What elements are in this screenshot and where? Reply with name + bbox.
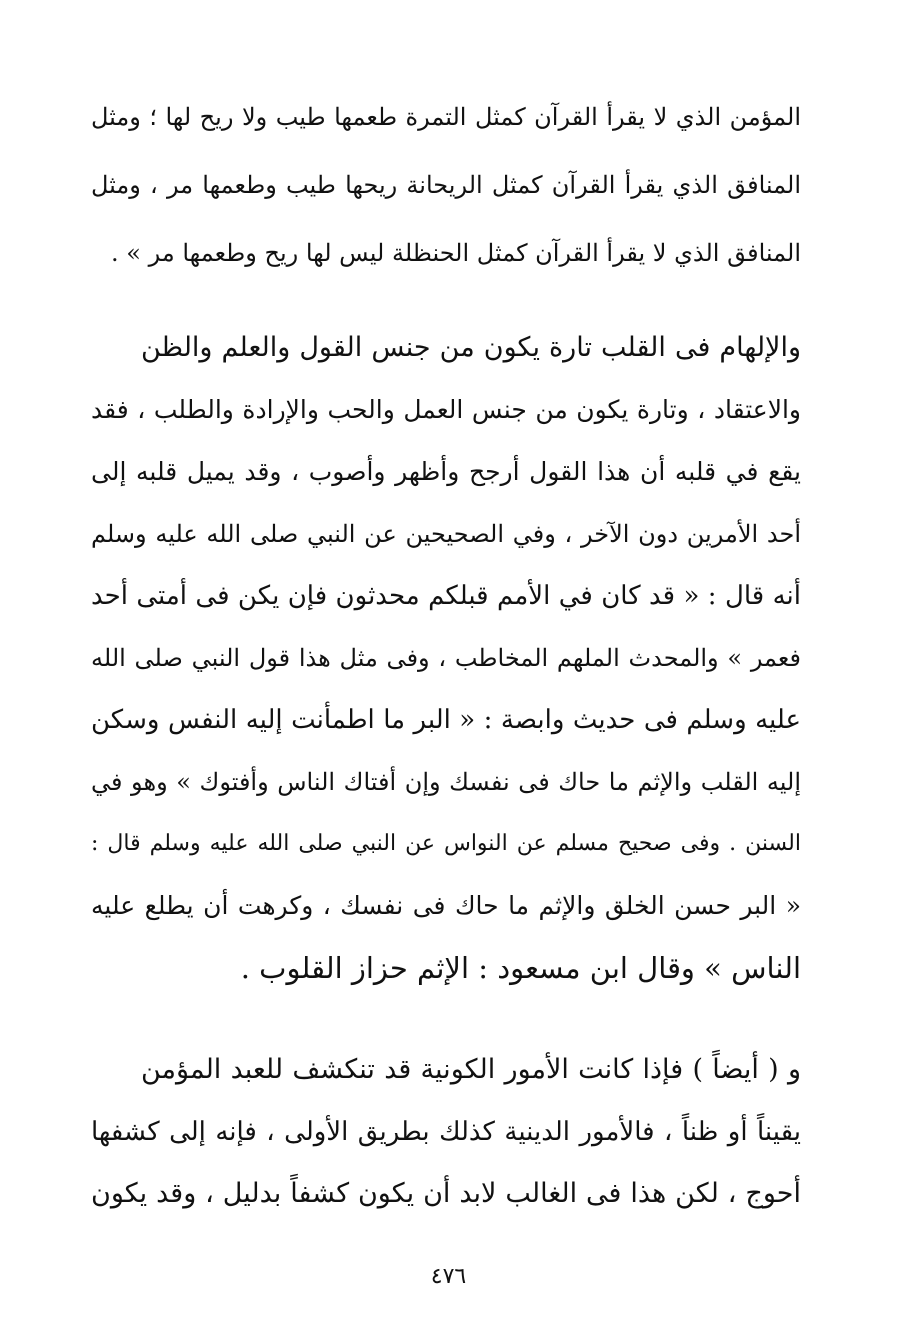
text-line: إليه القلب والإثم ما حاك فى نفسك وإن أفتاك الناس وأفتوك » وهو في <box>91 768 801 796</box>
text-line: المؤمن الذي لا يقرأ القرآن كمثل التمرة طعمها طيب ولا ريح لها ؛ ومثل <box>91 103 801 131</box>
text-line: أحد الأمرين دون الآخر ، وفي الصحيحين عن النبي صلى الله عليه وسلم <box>91 520 801 548</box>
text-line: عليه وسلم فى حديث وابصة : « البر ما اطمأنت إليه النفس وسكن <box>91 705 801 735</box>
text-line: السنن . وفى صحيح مسلم عن النواس عن النبي صلى الله عليه وسلم قال : <box>91 831 801 856</box>
paragraph-first-line: والإلهام فى القلب تارة يكون من جنس القول والعلم والظن <box>141 332 801 363</box>
paragraph-first-line: و ( أيضاً ) فإذا كانت الأمور الكونية قد تنكشف للعبد المؤمن <box>141 1054 801 1085</box>
text-line: يقع في قلبه أن هذا القول أرجح وأظهر وأصوب ، وقد يميل قلبه إلى <box>91 457 801 486</box>
text-line: أنه قال : « قد كان في الأمم قبلكم محدثون فإن يكن فى أمتى أحد <box>91 581 801 611</box>
text-line: المنافق الذي يقرأ القرآن كمثل الريحانة ريحها طيب وطعمها مر ، ومثل <box>91 171 801 199</box>
text-line: والاعتقاد ، وتارة يكون من جنس العمل والحب والإرادة والطلب ، فقد <box>91 395 801 424</box>
text-line: فعمر » والمحدث الملهم المخاطب ، وفى مثل هذا قول النبي صلى الله <box>91 644 801 672</box>
text-line: أحوج ، لكن هذا فى الغالب لابد أن يكون كشفاً بدليل ، وقد يكون <box>91 1178 801 1209</box>
text-line: « البر حسن الخلق والإثم ما حاك فى نفسك ، وكرهت أن يطلع عليه <box>91 891 801 920</box>
text-line: المنافق الذي لا يقرأ القرآن كمثل الحنظلة ليس لها ريح وطعمها مر » . <box>111 239 801 267</box>
page-number: ٤٧٦ <box>430 1264 467 1289</box>
text-line: الناس » وقال ابن مسعود : الإثم حزاز القلوب . <box>240 951 801 985</box>
text-line: يقيناً أو ظناً ، فالأمور الدينية كذلك بطريق الأولى ، فإنه إلى كشفها <box>91 1117 801 1147</box>
